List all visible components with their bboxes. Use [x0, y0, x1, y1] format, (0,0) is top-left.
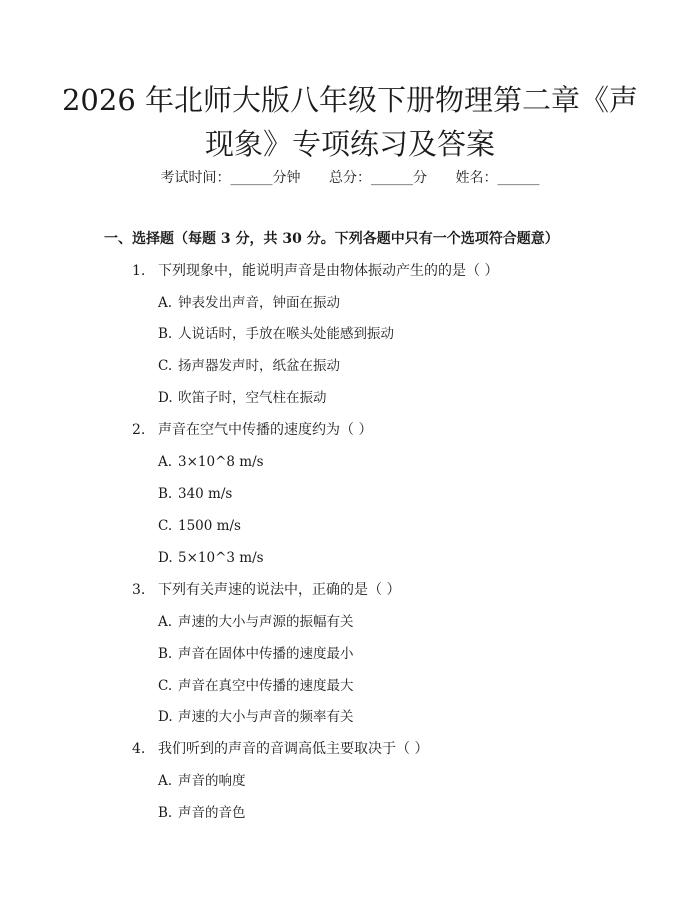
document-title: [60, 78, 640, 166]
option-text: 人说话时，手放在喉头处能感到振动: [178, 326, 394, 342]
option-text: 340 m/s: [178, 486, 233, 502]
question-number: 3.: [132, 582, 146, 598]
question: [132, 261, 498, 281]
option-text: 吹笛子时，空气柱在振动: [178, 390, 327, 406]
question-text: 我们听到的声音的音调高低主要取决于（ ）: [158, 741, 429, 757]
question: [132, 580, 400, 600]
option: [158, 676, 354, 696]
title-line-1: 2026 年北师大版八年级下册物理第二章《声: [61, 83, 639, 117]
question-text: 下列有关声速的说法中，正确的是（ ）: [158, 582, 401, 598]
option: [158, 803, 246, 823]
total-score: 总分：______分: [329, 170, 427, 186]
option-label: C.: [158, 678, 173, 694]
option-text: 声音在真空中传播的速度最大: [178, 678, 354, 694]
option: [158, 452, 264, 472]
option: [158, 293, 340, 313]
option-text: 5×10^3 m/s: [178, 550, 264, 566]
option-text: 1500 m/s: [178, 518, 241, 534]
option-text: 声速的大小与声源的振幅有关: [178, 614, 354, 630]
option: [158, 356, 340, 376]
option: [158, 612, 354, 632]
option-text: 声音在固体中传播的速度最小: [178, 646, 354, 662]
option-label: A.: [158, 295, 173, 311]
title-line-2: 现象》专项练习及答案: [204, 127, 495, 161]
question: [132, 739, 428, 759]
option-label: A.: [158, 773, 173, 789]
option-text: 声速的大小与声音的频率有关: [178, 709, 354, 725]
option-text: 声音的音色: [178, 805, 246, 821]
option-label: B.: [158, 805, 173, 821]
option: [158, 548, 264, 568]
option-label: A.: [158, 614, 173, 630]
option-text: 声音的响度: [178, 773, 246, 789]
option: [158, 707, 354, 727]
option-label: C.: [158, 518, 173, 534]
option-label: A.: [158, 454, 173, 470]
question: [132, 420, 372, 440]
question-text: 下列现象中，能说明声音是由物体振动产生的的是（ ）: [158, 263, 499, 279]
option-label: D.: [158, 709, 173, 725]
exam-time: 考试时间：______分钟: [160, 170, 301, 186]
option: [158, 388, 327, 408]
option-label: B.: [158, 646, 173, 662]
option: [158, 771, 246, 791]
option-text: 钟表发出声音，钟面在振动: [178, 295, 340, 311]
option-label: B.: [158, 326, 173, 342]
question-number: 1.: [132, 263, 146, 279]
question-number: 2.: [132, 422, 146, 438]
option: [158, 484, 232, 504]
student-name: 姓名：______: [455, 170, 540, 186]
option: [158, 516, 241, 536]
option-label: B.: [158, 486, 173, 502]
option: [158, 644, 354, 664]
option-text: 3×10^8 m/s: [178, 454, 264, 470]
option-text: 扬声器发声时，纸盆在振动: [178, 358, 340, 374]
section-heading: 一、选择题（每题 3 分，共 30 分。下列各题中只有一个选项符合题意）: [104, 231, 559, 247]
option: [158, 324, 394, 344]
option-label: D.: [158, 550, 173, 566]
question-number: 4.: [132, 741, 146, 757]
option-label: C.: [158, 358, 173, 374]
option-label: D.: [158, 390, 173, 406]
question-text: 声音在空气中传播的速度约为（ ）: [158, 422, 373, 438]
exam-meta: [0, 168, 700, 188]
